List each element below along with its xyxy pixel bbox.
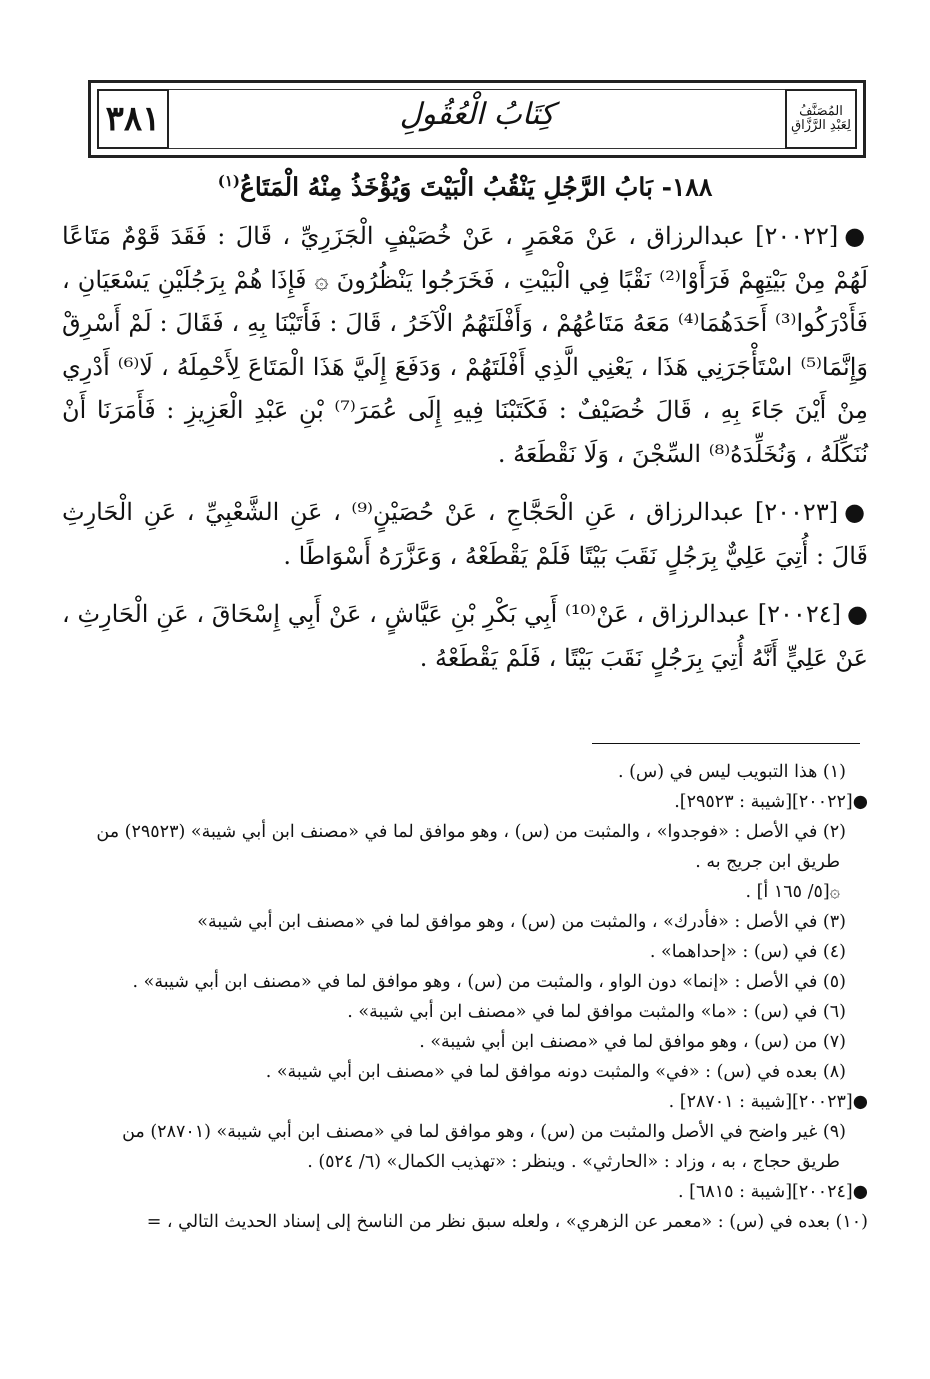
book-title: كِتَابُ الْعُقُولِ bbox=[399, 97, 555, 132]
footnote-separator bbox=[592, 743, 860, 744]
chapter-title: ١٨٨- بَابُ الرَّجُلِ يَنْقُبُ الْبَيْتَ وَيُؤْخَذُ مِنْهُ الْمَتَاعُ bbox=[239, 172, 713, 202]
chapter-footnote-ref: (١) bbox=[217, 172, 240, 190]
footnote-2: (٢) في الأصل : «فوجدوا» ، والمثبت من (س) ، وهو موافق لما في «مصنف ابن أبي شيبة» (٢٩٥٢٣) من bbox=[96, 822, 846, 842]
chapter-heading bbox=[80, 172, 850, 201]
footnote-source-20022: ●[٢٠٠٢٢][شيبة : ٢٩٥٢٣]. bbox=[674, 792, 868, 812]
footnote-9-cont: طريق حجاج ، به ، وزاد : «الحارثي» . وينظر : «تهذيب الكمال» (٦/ ٥٢٤) . bbox=[307, 1152, 840, 1172]
footnote-5: (٥) في الأصل : «إنما» دون الواو ، والمثبت من (س) ، وهو موافق لما في «مصنف ابن أبي شيبة» . bbox=[132, 972, 846, 992]
main-text bbox=[62, 214, 868, 694]
hadith-text: [٢٠٠٢٣] عبدالرزاق ، عَنِ الْحَجَّاجِ ، عَنْ حُصَيْنٍ⁽⁹⁾ ، عَنِ الشَّعْبِيِّ ، عَنِ الْحَارِثِ قَالَ : أُتِيَ عَلِيٌّ بِرَجُلٍ نَقَبَ بَيْتًا فَلَمْ يَقْطَعْهُ ، وَعَزَّرَهُ أَسْوَاطًا . bbox=[62, 498, 868, 570]
footnote-6: (٦) في (س) : «ما» والمثبت موافق لما في «مصنف ابن أبي شيبة» . bbox=[347, 1002, 846, 1022]
footnote-4: (٤) في (س) : «إحداهما» . bbox=[649, 942, 846, 962]
footnotes bbox=[62, 757, 868, 1237]
footnote-8: (٨) بعده في (س) : «في» والمثبت دونه موافق لما في «مصنف ابن أبي شيبة» . bbox=[265, 1062, 846, 1082]
bullet-icon: ● bbox=[844, 497, 868, 526]
footnote-10: (١٠) بعده في (س) : «معمر عن الزهري» ، ولعله سبق نظر من الناسخ إلى إسناد الحديث التالي ، = bbox=[146, 1212, 868, 1232]
footnote-1: (١) هذا التبويب ليس في (س) . bbox=[617, 762, 846, 782]
hadith-20023 bbox=[62, 490, 868, 578]
page-number: ٣٨١ bbox=[105, 99, 161, 139]
hadith-text: [٢٠٠٢٤] عبدالرزاق ، عَنْ⁽¹⁰⁾ أَبِي بَكْرِ بْنِ عَيَّاشٍ ، عَنْ أَبِي إِسْحَاقَ ، عَنِ الْحَارِثِ ، عَنْ عَلِيٍّ أَنَّهُ أُتِيَ بِرَجُلٍ نَقَبَ بَيْتًا ، فَلَمْ يَقْطَعْهُ . bbox=[62, 600, 868, 672]
footnote-source-20023: ●[٢٠٠٢٣][شيبة : ٢٨٧٠١] . bbox=[668, 1092, 868, 1112]
footnote-9: (٩) غير واضح في الأصل والمثبت من (س) ، وهو موافق لما في «مصنف ابن أبي شيبة» (٢٨٧٠١) من bbox=[122, 1122, 846, 1142]
page-number-box bbox=[97, 89, 169, 149]
footnote-folio: ۞[٥/ ١٦٥ أ] . bbox=[745, 882, 840, 902]
footnote-7: (٧) من (س) ، وهو موافق لما في «مصنف ابن أبي شيبة» . bbox=[419, 1032, 846, 1052]
footnote-2-cont: طريق ابن جريج به . bbox=[695, 852, 840, 872]
footnote-3: (٣) في الأصل : «فأدرك» ، والمثبت من (س) ، وهو موافق لما في «مصنف ابن أبي شيبة» bbox=[197, 912, 846, 932]
hadith-20022 bbox=[62, 214, 868, 476]
book-seal bbox=[785, 89, 857, 149]
seal-line-2: لِعَبْدِ الرَّزَّاقِ bbox=[791, 118, 851, 133]
page-header bbox=[88, 80, 866, 158]
bullet-icon: ● bbox=[844, 221, 869, 250]
bullet-icon: ● bbox=[846, 599, 868, 628]
seal-line-1: المُصَنَّفُ bbox=[799, 104, 843, 119]
hadith-20024 bbox=[62, 592, 868, 680]
hadith-text: [٢٠٠٢٢] عبدالرزاق ، عَنْ مَعْمَرٍ ، عَنْ خُصَيْفٍ الْجَزَرِيِّ ، قَالَ : فَقَدَ قَوْمٌ مَتَاعًا لَهُمْ مِنْ بَيْتِهِمْ فَرَأَوْا⁽²⁾ نَقْبًا فِي الْبَيْتِ ، فَخَرَجُوا يَنْظُرُونَ ۞ فَإِذَا هُمْ بِرَجُلَيْنِ يَسْعَيَانِ ، فَأَدْرَكُوا⁽³⁾ أَحَدَهُمَا⁽⁴⁾ مَعَهُ مَتَاعُهُمْ ، وَأَفْلَتَهُمُ الْآخَرُ ، قَالَ : فَأَتَيْنَا بِهِ ، فَقَالَ : لَمْ أَسْرِقْ وَإِنَّمَا⁽⁵⁾ اسْتَأْجَرَنِي هَذَا ، يَعْنِي الَّذِي أَفْلَتَهُمْ ، وَدَفَعَ إِلَيَّ هَذَا الْمَتَاعَ لِأَحْمِلَهُ ، لَا⁽⁶⁾ أَدْرِي مِنْ أَيْنَ جَاءَ بِهِ ، قَالَ خُصَيْفٌ : فَكَتَبْنَا فِيهِ إِلَى عُمَرَ⁽⁷⁾ بْنِ عَبْدِ الْعَزِيزِ : فَأَمَرَنَا أَنْ نُنَكِّلَهُ ، وَنُخَلِّدَهُ⁽⁸⁾ السِّجْنَ ، وَلَا نَقْطَعَهُ . bbox=[62, 222, 868, 468]
footnote-source-20024: ●[٢٠٠٢٤][شيبة : ٦٨١٥] . bbox=[678, 1182, 868, 1202]
